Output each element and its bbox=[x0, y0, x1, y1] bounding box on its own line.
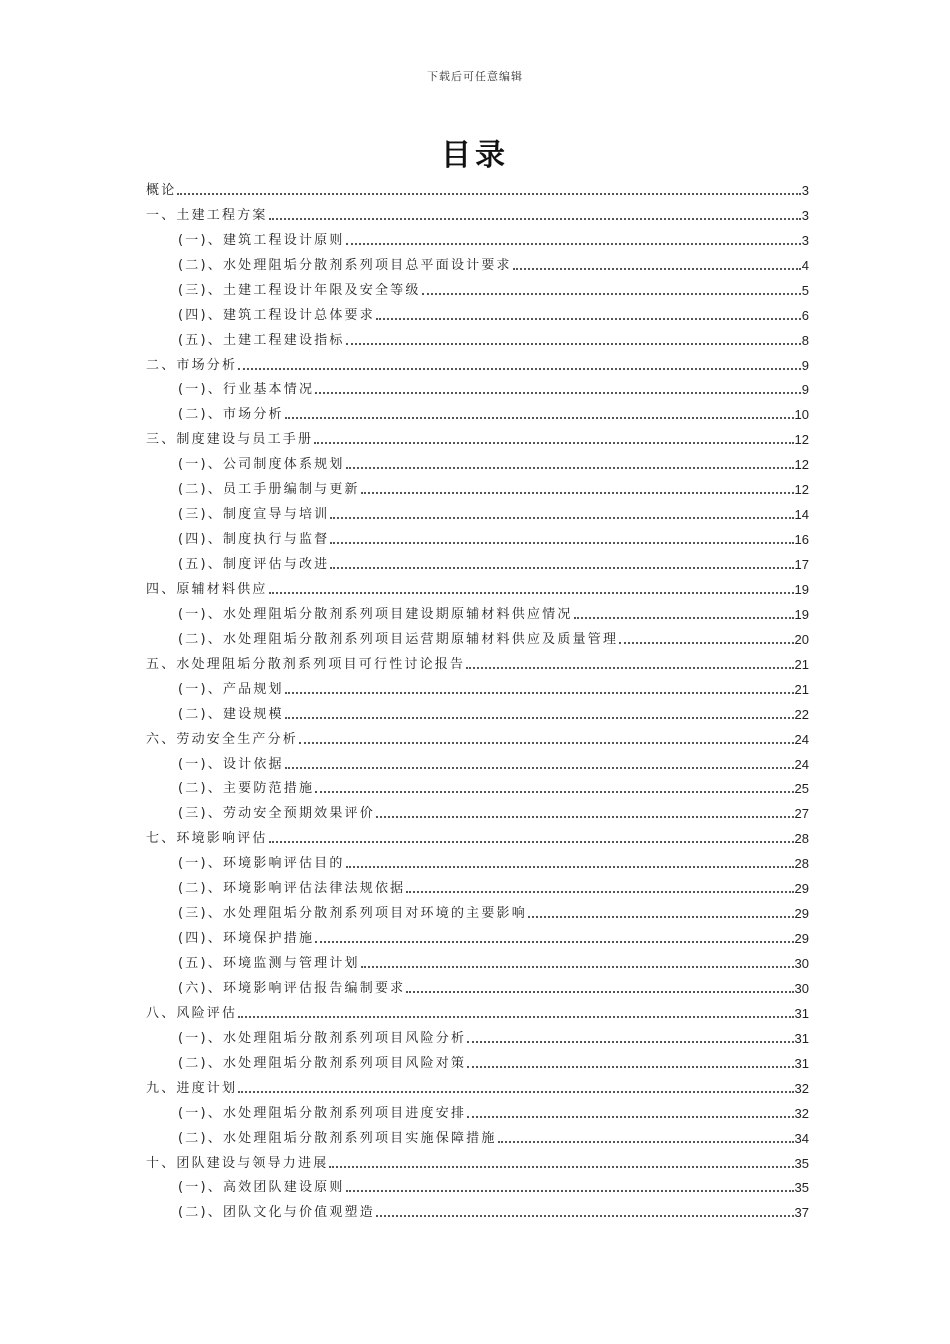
toc-entry-label: (二)、水处理阻垢分散剂系列项目实施保障措施 bbox=[178, 1130, 497, 1146]
toc-entry[interactable] bbox=[146, 798, 809, 823]
toc-entry-page-number: 3 bbox=[801, 182, 809, 198]
toc-dot-leader bbox=[177, 193, 800, 195]
toc-dot-leader bbox=[269, 218, 801, 220]
toc-entry-page-number: 17 bbox=[794, 557, 809, 572]
toc-entry-label: 六、劳动安全生产分析 bbox=[146, 731, 299, 747]
toc-entry-page-number: 16 bbox=[794, 532, 809, 548]
toc-entry-label: (二)、员工手册编制与更新 bbox=[178, 482, 360, 498]
table-of-contents bbox=[146, 175, 809, 1222]
toc-entry[interactable] bbox=[146, 1123, 809, 1148]
toc-entry-page-number: 3 bbox=[801, 232, 809, 248]
toc-entry[interactable] bbox=[146, 574, 809, 599]
toc-entry[interactable] bbox=[146, 1098, 809, 1123]
toc-dot-leader bbox=[346, 866, 794, 868]
toc-entry-page-number: 10 bbox=[794, 407, 809, 423]
toc-dot-leader bbox=[285, 692, 794, 694]
toc-entry[interactable] bbox=[146, 848, 809, 873]
toc-dot-leader bbox=[376, 318, 801, 320]
toc-entry[interactable] bbox=[146, 474, 809, 499]
toc-dot-leader bbox=[329, 1166, 793, 1168]
toc-entry-label: (四)、建筑工程设计总体要求 bbox=[178, 307, 375, 323]
toc-dot-leader bbox=[619, 642, 793, 644]
toc-entry-label: (五)、土建工程建设指标 bbox=[178, 332, 345, 348]
toc-entry-label: 八、风险评估 bbox=[146, 1005, 238, 1021]
toc-entry-page-number: 29 bbox=[794, 881, 809, 897]
toc-dot-leader bbox=[346, 467, 794, 469]
toc-entry-page-number: 31 bbox=[794, 1030, 809, 1046]
toc-entry-page-number: 29 bbox=[794, 931, 809, 947]
toc-entry-page-number: 20 bbox=[794, 631, 809, 647]
toc-entry-label: (二)、团队文化与价值观塑造 bbox=[178, 1205, 375, 1221]
toc-dot-leader bbox=[467, 1041, 793, 1043]
toc-dot-leader bbox=[346, 1190, 794, 1192]
toc-entry-label: (一)、高效团队建设原则 bbox=[178, 1180, 345, 1196]
toc-dot-leader bbox=[467, 1116, 793, 1118]
toc-entry-page-number: 6 bbox=[801, 307, 809, 323]
toc-entry[interactable] bbox=[146, 624, 809, 649]
toc-entry[interactable] bbox=[146, 225, 809, 250]
toc-dot-leader bbox=[361, 966, 794, 968]
toc-entry-label: 三、制度建设与员工手册 bbox=[146, 432, 314, 448]
toc-entry[interactable] bbox=[146, 300, 809, 325]
toc-entry-label: (一)、公司制度体系规划 bbox=[178, 457, 345, 473]
toc-entry-page-number: 32 bbox=[794, 1105, 809, 1121]
toc-entry[interactable] bbox=[146, 325, 809, 350]
toc-entry[interactable] bbox=[146, 674, 809, 699]
toc-entry-label: (二)、主要防范措施 bbox=[178, 781, 315, 797]
toc-entry-label: (五)、制度评估与改进 bbox=[178, 557, 330, 572]
toc-entry[interactable] bbox=[146, 1148, 809, 1173]
toc-entry[interactable] bbox=[146, 724, 809, 749]
toc-entry-label: (四)、制度执行与监督 bbox=[178, 532, 330, 548]
toc-entry-page-number: 32 bbox=[794, 1080, 809, 1096]
toc-entry-page-number: 4 bbox=[801, 257, 809, 273]
toc-entry-label: (一)、环境影响评估目的 bbox=[178, 856, 345, 872]
toc-entry[interactable] bbox=[146, 524, 809, 549]
toc-entry[interactable] bbox=[146, 998, 809, 1023]
toc-dot-leader bbox=[285, 717, 794, 719]
toc-entry-label: (二)、水处理阻垢分散剂系列项目运营期原辅材料供应及质量管理 bbox=[178, 631, 619, 647]
toc-entry[interactable] bbox=[146, 200, 809, 225]
toc-dot-leader bbox=[330, 517, 793, 519]
toc-entry-page-number: 35 bbox=[794, 1180, 809, 1196]
toc-dot-leader bbox=[376, 1215, 794, 1217]
toc-entry[interactable] bbox=[146, 1023, 809, 1048]
toc-entry-page-number: 12 bbox=[794, 457, 809, 473]
toc-entry-label: (三)、水处理阻垢分散剂系列项目对环境的主要影响 bbox=[178, 906, 527, 922]
toc-dot-leader bbox=[466, 667, 793, 669]
toc-entry[interactable] bbox=[146, 1048, 809, 1073]
toc-entry-page-number: 12 bbox=[794, 482, 809, 498]
toc-entry-page-number: 8 bbox=[801, 332, 809, 348]
toc-dot-leader bbox=[361, 492, 794, 494]
toc-dot-leader bbox=[238, 368, 801, 370]
toc-entry[interactable] bbox=[146, 973, 809, 998]
toc-entry-page-number: 19 bbox=[794, 606, 809, 622]
toc-entry-label: (一)、设计依据 bbox=[178, 756, 284, 772]
toc-entry[interactable] bbox=[146, 599, 809, 624]
toc-entry-label: (三)、制度宣导与培训 bbox=[178, 507, 330, 523]
toc-dot-leader bbox=[238, 1091, 793, 1093]
toc-entry-label: (一)、水处理阻垢分散剂系列项目风险分析 bbox=[178, 1030, 467, 1046]
toc-entry[interactable] bbox=[146, 250, 809, 275]
toc-dot-leader bbox=[299, 742, 794, 744]
toc-entry-label: (二)、水处理阻垢分散剂系列项目总平面设计要求 bbox=[178, 257, 512, 273]
toc-entry-page-number: 22 bbox=[794, 706, 809, 722]
toc-entry[interactable] bbox=[146, 399, 809, 424]
toc-entry-label: (三)、劳动安全预期效果评价 bbox=[178, 806, 375, 822]
toc-entry[interactable] bbox=[146, 873, 809, 898]
toc-entry-label: 十、团队建设与领导力进展 bbox=[146, 1155, 329, 1171]
toc-entry-page-number: 9 bbox=[801, 357, 809, 373]
toc-dot-leader bbox=[422, 293, 801, 295]
toc-entry[interactable] bbox=[146, 350, 809, 375]
toc-entry-label: 四、原辅材料供应 bbox=[146, 581, 268, 597]
toc-entry[interactable] bbox=[146, 375, 809, 400]
toc-entry-label: 五、水处理阻垢分散剂系列项目可行性讨论报告 bbox=[146, 656, 466, 672]
toc-entry-page-number: 27 bbox=[794, 806, 809, 822]
toc-entry-page-number: 25 bbox=[794, 781, 809, 797]
toc-dot-leader bbox=[315, 791, 793, 793]
toc-entry-page-number: 19 bbox=[794, 581, 809, 597]
toc-dot-leader bbox=[528, 916, 794, 918]
toc-entry-label: (一)、水处理阻垢分散剂系列项目建设期原辅材料供应情况 bbox=[178, 606, 573, 622]
toc-dot-leader bbox=[238, 1016, 793, 1018]
toc-dot-leader bbox=[330, 567, 793, 569]
toc-entry-page-number: 24 bbox=[794, 731, 809, 747]
toc-entry[interactable] bbox=[146, 275, 809, 300]
toc-entry-label: (一)、产品规划 bbox=[178, 681, 284, 697]
toc-entry-label: (四)、环境保护措施 bbox=[178, 931, 315, 947]
toc-entry[interactable] bbox=[146, 499, 809, 524]
toc-entry-page-number: 34 bbox=[794, 1130, 809, 1146]
toc-entry-page-number: 28 bbox=[794, 856, 809, 872]
toc-entry-page-number: 5 bbox=[801, 282, 809, 298]
toc-entry[interactable] bbox=[146, 948, 809, 973]
toc-entry[interactable] bbox=[146, 424, 809, 449]
toc-dot-leader bbox=[376, 816, 794, 818]
toc-entry-label: (二)、建设规模 bbox=[178, 706, 284, 722]
toc-entry-page-number: 14 bbox=[794, 507, 809, 523]
toc-entry-label: (一)、建筑工程设计原则 bbox=[178, 232, 345, 248]
toc-entry-label: (六)、环境影响评估报告编制要求 bbox=[178, 980, 406, 996]
toc-dot-leader bbox=[285, 417, 794, 419]
toc-entry-label: 一、土建工程方案 bbox=[146, 207, 268, 223]
toc-entry-page-number: 30 bbox=[794, 980, 809, 996]
toc-entry[interactable] bbox=[146, 549, 809, 574]
toc-entry-page-number: 9 bbox=[801, 382, 809, 398]
toc-entry-label: (一)、水处理阻垢分散剂系列项目进度安排 bbox=[178, 1105, 467, 1121]
toc-entry-page-number: 31 bbox=[794, 1055, 809, 1071]
toc-entry[interactable] bbox=[146, 175, 809, 200]
toc-entry-page-number: 37 bbox=[794, 1205, 809, 1221]
toc-entry-label: 二、市场分析 bbox=[146, 357, 238, 373]
header-note: 下载后可任意编辑 bbox=[427, 70, 523, 83]
toc-entry[interactable] bbox=[146, 774, 809, 799]
toc-entry-page-number: 28 bbox=[794, 831, 809, 847]
toc-entry-page-number: 31 bbox=[794, 1005, 809, 1021]
toc-dot-leader bbox=[406, 891, 793, 893]
toc-entry-page-number: 30 bbox=[794, 956, 809, 971]
toc-dot-leader bbox=[285, 767, 794, 769]
toc-entry[interactable] bbox=[146, 749, 809, 774]
toc-entry-page-number: 35 bbox=[794, 1155, 809, 1171]
toc-dot-leader bbox=[330, 542, 793, 544]
toc-entry-page-number: 29 bbox=[794, 906, 809, 922]
toc-entry-label: 七、环境影响评估 bbox=[146, 831, 268, 847]
toc-entry-page-number: 24 bbox=[794, 756, 809, 772]
toc-dot-leader bbox=[346, 343, 801, 345]
toc-dot-leader bbox=[467, 1066, 793, 1068]
toc-dot-leader bbox=[269, 592, 794, 594]
toc-dot-leader bbox=[574, 617, 794, 619]
toc-entry-page-number: 12 bbox=[794, 432, 809, 448]
toc-entry-label: 九、进度计划 bbox=[146, 1080, 238, 1096]
toc-dot-leader bbox=[269, 841, 794, 843]
toc-entry-label: (五)、环境监测与管理计划 bbox=[178, 956, 360, 971]
toc-entry[interactable] bbox=[146, 699, 809, 724]
toc-title: 目录 bbox=[441, 138, 509, 173]
toc-dot-leader bbox=[346, 243, 801, 245]
toc-dot-leader bbox=[315, 941, 793, 943]
toc-entry-label: 概论 bbox=[146, 182, 177, 198]
toc-entry-page-number: 21 bbox=[794, 656, 809, 672]
toc-entry[interactable] bbox=[146, 649, 809, 674]
toc-entry[interactable] bbox=[146, 1173, 809, 1198]
toc-dot-leader bbox=[315, 392, 801, 394]
toc-dot-leader bbox=[498, 1141, 794, 1143]
toc-entry[interactable] bbox=[146, 449, 809, 474]
toc-entry-label: (一)、行业基本情况 bbox=[178, 382, 315, 398]
toc-entry-label: (二)、环境影响评估法律法规依据 bbox=[178, 881, 406, 897]
toc-entry[interactable] bbox=[146, 823, 809, 848]
toc-entry-label: (二)、水处理阻垢分散剂系列项目风险对策 bbox=[178, 1055, 467, 1071]
toc-dot-leader bbox=[314, 442, 793, 444]
toc-entry-page-number: 3 bbox=[801, 207, 809, 223]
toc-dot-leader bbox=[406, 991, 793, 993]
toc-dot-leader bbox=[513, 268, 801, 270]
toc-entry[interactable] bbox=[146, 1197, 809, 1222]
toc-entry-label: (三)、土建工程设计年限及安全等级 bbox=[178, 282, 421, 298]
toc-entry[interactable] bbox=[146, 898, 809, 923]
toc-entry-page-number: 21 bbox=[794, 681, 809, 697]
toc-entry[interactable] bbox=[146, 923, 809, 948]
toc-entry[interactable] bbox=[146, 1073, 809, 1098]
toc-entry-label: (二)、市场分析 bbox=[178, 407, 284, 423]
